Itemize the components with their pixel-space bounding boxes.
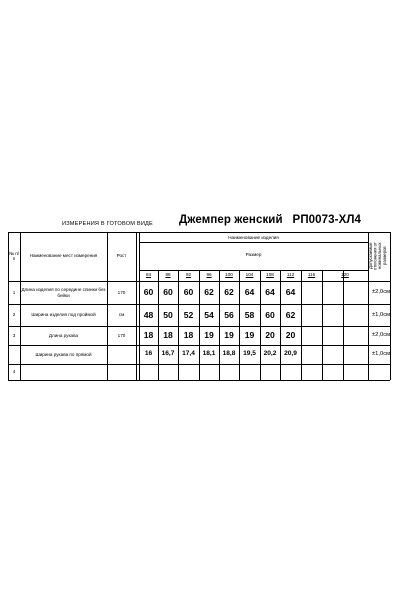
row-value: 64	[265, 287, 275, 297]
size-header-108: 108	[266, 272, 274, 277]
sheet-subtitle: ИЗМЕРЕНИЯ В ГОТОВОМ ВИДЕ	[62, 221, 153, 227]
row-value: 50	[163, 309, 173, 320]
size-header-96: 96	[206, 272, 212, 277]
row-value: 52	[183, 309, 194, 320]
row-name: Ширина изделия под проймой	[31, 312, 96, 318]
row-value: 62	[204, 287, 214, 297]
size-column-rule	[301, 270, 302, 380]
row-value: 18,8	[222, 350, 236, 357]
row-value: 18,1	[202, 350, 216, 357]
row-value: 54	[204, 309, 214, 320]
row-value: 58	[244, 309, 255, 320]
row-value: 62	[224, 287, 234, 297]
row-name: Длина изделия по середине спинки без бейки	[21, 287, 106, 298]
header-tolerance: Допускаемые отклонения от номинальных размеров	[368, 242, 387, 270]
size-header-100: 100	[225, 272, 233, 277]
row-num: 2	[12, 312, 16, 318]
row-value: 19,5	[243, 350, 256, 357]
row-value: 60	[143, 287, 154, 297]
row-value: 16	[144, 350, 153, 357]
row-name: Длина рукава	[48, 332, 79, 338]
header-height: Рост	[116, 253, 127, 259]
row-value: 48	[143, 309, 154, 320]
row-value: 18	[183, 330, 194, 340]
row-value: 64	[244, 287, 255, 297]
size-column-rule	[343, 270, 344, 380]
row-value: 62	[285, 309, 296, 320]
size-header-104: 104	[245, 272, 254, 277]
size-header-84: 84	[145, 272, 152, 277]
row-value: 60	[163, 287, 173, 297]
row-tolerance: ±1,0см	[372, 351, 391, 357]
row-value: 60	[183, 287, 194, 297]
row-value: 19	[224, 330, 234, 340]
row-value: 20	[285, 330, 296, 340]
header-rule-1	[139, 242, 368, 243]
row-name: Ширина рукава по прямой	[35, 351, 92, 357]
row-value: 60	[265, 309, 275, 320]
column-rule	[390, 232, 391, 380]
row-value: 56	[224, 309, 234, 320]
title-row	[8, 214, 390, 230]
table-border-bottom	[8, 380, 390, 381]
row-value: 20	[265, 330, 275, 340]
header-name: Наименование мест измерения	[29, 253, 98, 259]
row-value: 16,7	[161, 350, 175, 357]
row-height: см	[118, 312, 125, 318]
row-tolerance: ±2,0см	[372, 332, 391, 338]
row-num: 3	[12, 332, 16, 338]
row-value: 19	[244, 330, 255, 340]
product-code: РП0073-ХЛ4	[292, 214, 362, 226]
row-value: 18	[163, 330, 173, 340]
size-column-rule	[322, 270, 323, 380]
row-height: 170	[117, 289, 126, 295]
row-num: 4	[12, 369, 16, 375]
header-product-name: Наименование изделия	[228, 234, 279, 240]
column-rule	[136, 232, 137, 380]
row-num: 1	[12, 289, 16, 295]
size-header-112: 112	[286, 272, 295, 277]
header-num: № п/п	[9, 250, 19, 261]
size-header-116: 116	[307, 272, 316, 277]
row-value: 20,2	[263, 350, 277, 357]
row-value: 17,4	[182, 350, 195, 357]
header-rule-2	[139, 270, 368, 271]
row-tolerance: ±1,0см	[372, 311, 391, 318]
size-header-88: 88	[165, 272, 171, 277]
row-value: 20,9	[284, 350, 297, 357]
row-value: 18	[143, 330, 154, 340]
row-height: 170	[117, 332, 126, 338]
row-value: 19	[204, 330, 214, 340]
row-tolerance: ±2,0см	[372, 289, 391, 295]
product-name: Джемпер женский	[179, 214, 283, 226]
size-header-92: 92	[185, 272, 192, 277]
header-size: Размер	[245, 252, 262, 258]
row-value: 64	[285, 287, 296, 297]
product-title	[179, 214, 361, 226]
size-header-120: 120	[341, 272, 349, 277]
